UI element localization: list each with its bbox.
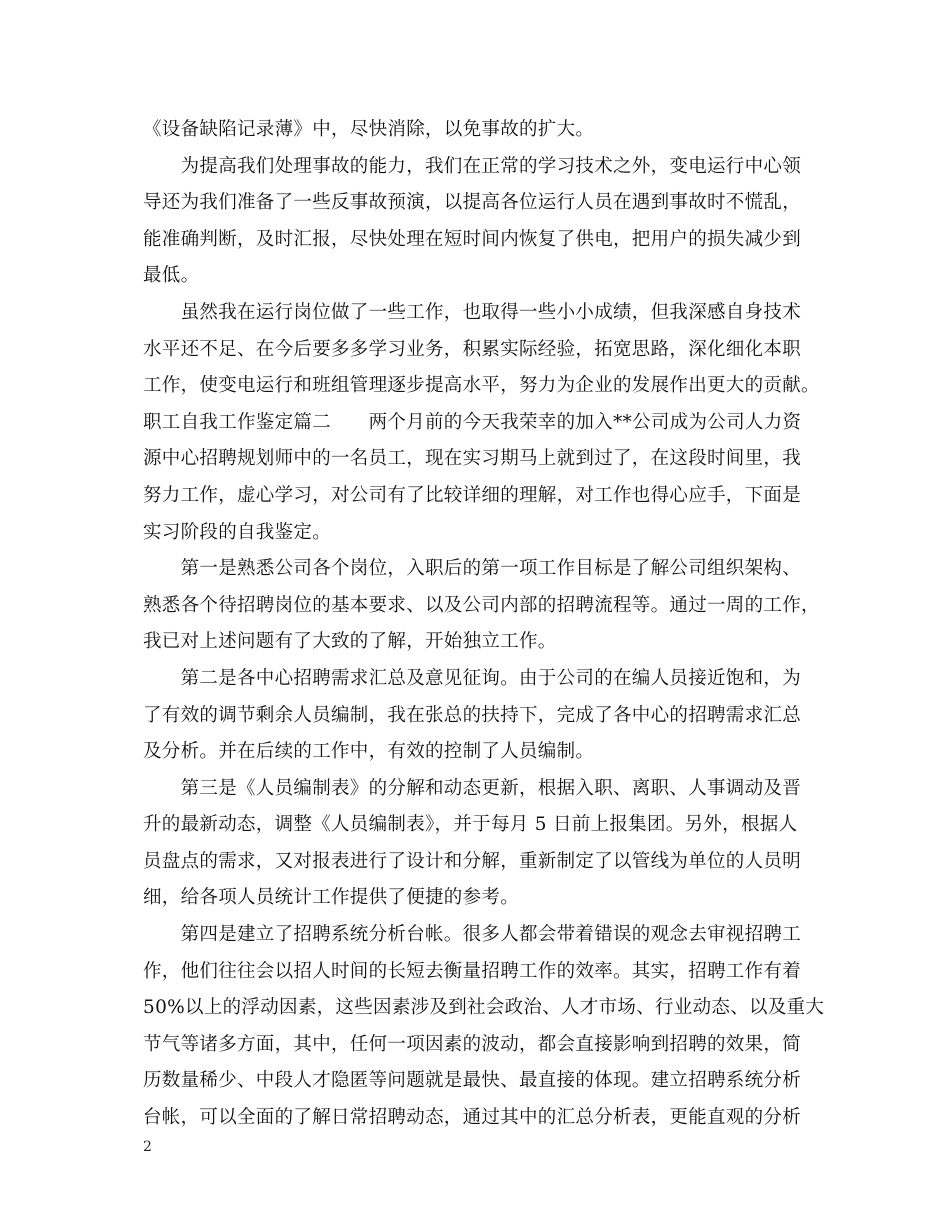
- text-line: 源中心招聘规划师中的一名员工，现在实习期马上就到过了，在这段时间里，我: [143, 448, 802, 470]
- text-line: 水平还不足、在今后要多多学习业务，积累实际经验，拓宽思路，深化细化本职: [143, 338, 802, 360]
- text-line: 导还为我们准备了一些反事故预演，以提高各位运行人员在遇到事故时不慌乱，: [143, 192, 802, 214]
- text-line: 节气等诸多方面，其中，任何一项因素的波动，都会直接影响到招聘的效果，简: [143, 1033, 802, 1055]
- text-line: 第一是熟悉公司各个岗位，入职后的第一项工作目标是了解公司组织架构、: [143, 558, 802, 580]
- text-line: 虽然我在运行岗位做了一些工作，也取得一些小小成绩，但我深感自身技术: [143, 301, 802, 323]
- text-line: 及分析。并在后续的工作中，有效的控制了人员编制。: [143, 741, 595, 763]
- text-line: 实习阶段的自我鉴定。: [143, 521, 332, 543]
- text-line: 《设备缺陷记录薄》中，尽快消除，以免事故的扩大。: [143, 119, 595, 140]
- page-number: 2: [143, 1139, 152, 1155]
- section-heading-line: 职工自我工作鉴定篇二 两个月前的今天我荣幸的加入**公司成为公司人力资: [143, 411, 802, 433]
- text-line: 工作，使变电运行和班组管理逐步提高水平，努力为企业的发展作出更大的贡献。: [143, 375, 820, 397]
- text-line: 细，给各项人员统计工作提供了便捷的参考。: [143, 887, 520, 909]
- text-line: 能准确判断，及时汇报，尽快处理在短时间内恢复了供电，把用户的损失减少到: [143, 228, 802, 250]
- text-line: 升的最新动态，调整《人员编制表》，并于每月 5 日前上报集团。另外，根据人: [143, 814, 798, 836]
- text-line: 第二是各中心招聘需求汇总及意见征询。由于公司的在编人员接近饱和，为: [143, 667, 802, 689]
- text-line: 最低。: [143, 265, 200, 287]
- text-line: 熟悉各个待招聘岗位的基本要求、以及公司内部的招聘流程等。通过一周的工作，: [143, 594, 820, 616]
- text-line: 历数量稀少、中段人才隐匿等问题就是最快、最直接的体现。建立招聘系统分析: [143, 1070, 802, 1092]
- text-line: 第四是建立了招聘系统分析台帐。很多人都会带着错误的观念去审视招聘工: [143, 924, 802, 946]
- body-text: [143, 112, 823, 1137]
- text-line: 员盘点的需求，又对报表进行了设计和分解，重新制定了以管线为单位的人员明: [143, 850, 802, 872]
- text-line: 努力工作，虚心学习，对公司有了比较详细的理解，对工作也得心应手，下面是: [143, 484, 802, 506]
- text-line: 台帐，可以全面的了解日常招聘动态，通过其中的汇总分析表，更能直观的分析: [143, 1107, 802, 1129]
- text-line: 50%以上的浮动因素，这些因素涉及到社会政治、人才市场、行业动态、以及重大: [143, 997, 825, 1019]
- text-line: 了有效的调节剩余人员编制，我在张总的扶持下，完成了各中心的招聘需求汇总: [143, 704, 802, 726]
- text-line: 第三是《人员编制表》的分解和动态更新，根据入职、离职、人事调动及晋: [143, 777, 802, 799]
- text-line: 为提高我们处理事故的能力，我们在正常的学习技术之外，变电运行中心领: [143, 155, 802, 177]
- text-line: 作，他们往往会以招人时间的长短去衡量招聘工作的效率。其实，招聘工作有着: [143, 960, 802, 982]
- text-line: 我已对上述问题有了大致的了解，开始独立工作。: [143, 631, 557, 653]
